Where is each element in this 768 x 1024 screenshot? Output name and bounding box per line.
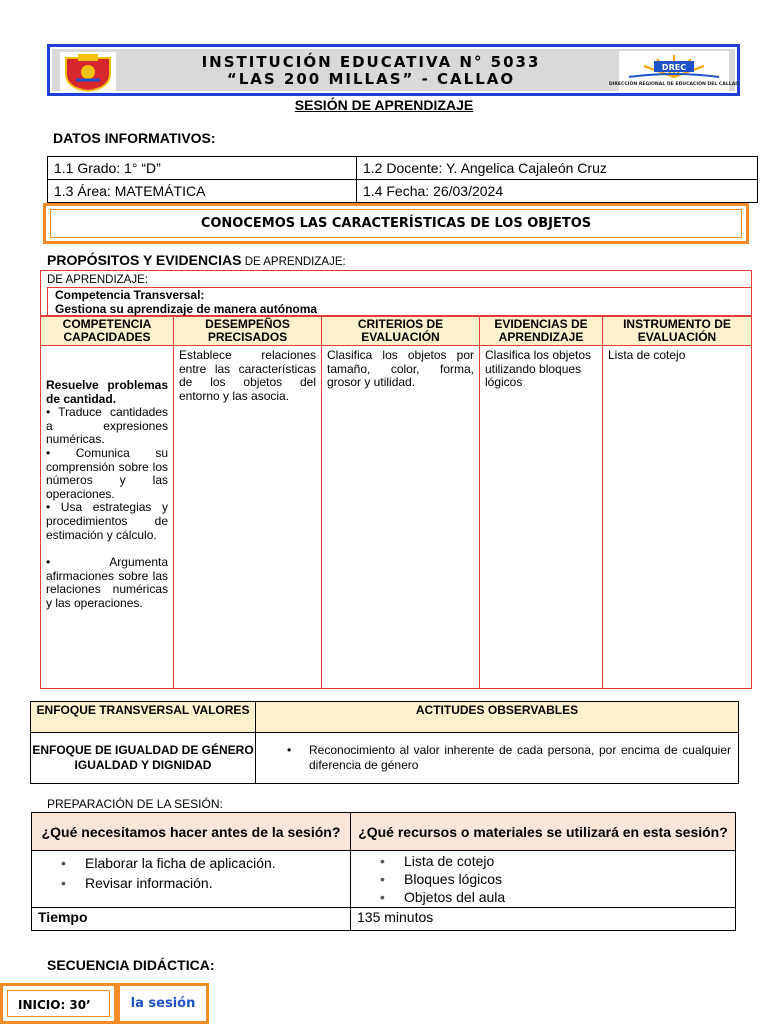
capacidad-item: • Traduce cantidades a expresiones numéricas. <box>46 405 168 447</box>
school-name-line2: “LAS 200 MILLAS” - CALLAO <box>226 70 516 88</box>
propositos-heading-small: DE APRENDIZAJE: <box>241 256 346 268</box>
enfoque-header: ENFOQUE TRANSVERSAL VALORES <box>31 702 256 733</box>
criterio-cell: Clasifica los objetos por tamaño, color, forma, grosor y utilidad. <box>322 346 480 689</box>
col-evidencias: EVIDENCIAS DE APRENDIZAJE <box>480 317 603 346</box>
actitudes-header: ACTITUDES OBSERVABLES <box>256 702 739 733</box>
enfoque-cell <box>31 733 256 784</box>
page-title: SESIÓN DE APRENDIZAJE <box>294 97 474 113</box>
antes-cell <box>32 851 351 908</box>
tiempo-value: 135 minutos <box>351 908 736 931</box>
recurso-item: • Lista de cotejo <box>352 852 734 870</box>
col-competencia: COMPETENCIA CAPACIDADES <box>41 317 174 346</box>
antes-item: • Revisar información. <box>33 874 349 892</box>
evidencia-cell: Clasifica los objetos utilizando bloques lógicos <box>480 346 603 689</box>
info-table <box>47 156 758 203</box>
header-background <box>52 49 740 91</box>
recursos-cell <box>351 851 736 908</box>
recurso-item: • Bloques lógicos <box>352 870 734 888</box>
propositos-heading-main: PROPÓSITOS Y EVIDENCIAS <box>47 252 242 268</box>
competencias-table <box>40 316 752 689</box>
valor-name: IGUALDAD Y DIGNIDAD <box>74 758 212 772</box>
capacidad-item: • Comunica su comprensión sobre los números y las operaciones. <box>46 445 168 501</box>
fecha-cell: 1.4 Fecha: 26/03/2024 <box>357 180 758 203</box>
enfoque-name: ENFOQUE DE IGUALDAD DE GÉNERO <box>32 743 254 757</box>
desempeno-cell: Establece relaciones entre las características de los objetos del entorno y las asocia. <box>174 346 322 689</box>
propositos-heading <box>47 252 346 268</box>
school-crest-icon <box>60 52 116 92</box>
bullet-icon: • <box>287 743 292 757</box>
competencia-transversal <box>47 287 751 318</box>
inicio-label: INICIO: 30’ <box>7 990 110 1017</box>
competencia-transversal-label: Competencia Transversal: <box>55 288 205 302</box>
antes-header: ¿Qué necesitamos hacer antes de la sesión? <box>32 813 351 851</box>
instrumento-cell: Lista de cotejo <box>603 346 752 689</box>
antes-item: • Elaborar la ficha de aplicación. <box>33 854 349 872</box>
tiempo-label: Tiempo <box>32 908 351 931</box>
capacidad-item: • Argumenta afirmaciones sobre las relaciones numéricas y las operaciones. <box>46 555 168 610</box>
grado-cell: 1.1 Grado: 1° “D” <box>48 157 357 180</box>
datos-heading: DATOS INFORMATIVOS: <box>53 130 216 146</box>
recurso-item: • Objetos del aula <box>352 888 734 906</box>
competencia-name: Resuelve problemas de cantidad. <box>46 378 168 406</box>
drec-logo-caption: DIRECCIÓN REGIONAL DE EDUCACIÓN DEL CALLAO <box>608 82 740 87</box>
col-criterios: CRITERIOS DE EVALUACIÓN <box>322 317 480 346</box>
header-banner <box>47 44 740 96</box>
propositos-sub-label: DE APRENDIZAJE: <box>47 274 148 286</box>
preparacion-heading: PREPARACIÓN DE LA SESIÓN: <box>47 797 223 811</box>
session-topic-box <box>43 203 749 244</box>
inicio-box <box>0 983 117 1024</box>
area-cell: 1.3 Área: MATEMÁTICA <box>48 180 357 203</box>
competencia-cell <box>41 346 174 689</box>
capacidad-item: • Usa estrategias y procedimientos de estimación y cálculo. <box>46 500 168 542</box>
enfoque-table <box>30 701 739 784</box>
session-topic: CONOCEMOS LAS CARACTERÍSTICAS DE LOS OBJETOS <box>50 209 742 238</box>
preparacion-table <box>31 812 736 931</box>
drec-logo-label: DREC <box>661 63 687 72</box>
col-instrumento: INSTRUMENTO DE EVALUACIÓN <box>603 317 752 346</box>
drec-logo-icon <box>608 51 740 93</box>
actitud-text: Reconocimiento al valor inherente de cada persona, por encima de cualquier diferencia de género <box>309 743 731 772</box>
competencia-transversal-value: Gestiona su aprendizaje de manera autónoma <box>55 302 318 316</box>
propositos-box <box>40 270 752 316</box>
docente-cell: 1.2 Docente: Y. Angelica Cajaleón Cruz <box>357 157 758 180</box>
actitud-cell <box>256 733 739 784</box>
sesion-label: la sesión <box>117 983 209 1024</box>
secuencia-heading: SECUENCIA DIDÁCTICA: <box>47 957 215 973</box>
recursos-header: ¿Qué recursos o materiales se utilizará en esta sesión? <box>351 813 736 851</box>
col-desempenos: DESEMPEÑOS PRECISADOS <box>174 317 322 346</box>
school-name-line1: INSTITUCIÓN EDUCATIVA N° 5033 <box>201 53 541 71</box>
